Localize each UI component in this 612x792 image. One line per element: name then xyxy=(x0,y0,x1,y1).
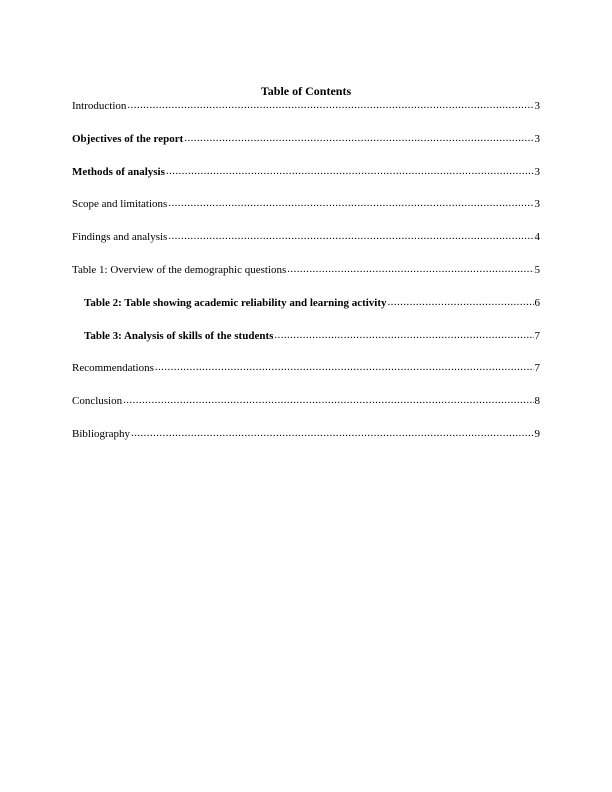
toc-entry-label: Table 2: Table showing academic reliability and learning activity xyxy=(84,296,387,309)
toc-entry[interactable] xyxy=(72,165,540,179)
toc-entry[interactable] xyxy=(72,263,540,277)
toc-dot-leader xyxy=(123,393,533,407)
toc-entry-page-number: 7 xyxy=(534,329,540,342)
toc-entry-page-number: 3 xyxy=(534,132,540,145)
toc-dot-leader xyxy=(184,131,533,145)
toc-entry-page-number: 9 xyxy=(534,427,540,440)
toc-entry-label: Introduction xyxy=(72,100,127,112)
toc-entry-page-number: 4 xyxy=(534,231,540,244)
toc-entry-page-number: 6 xyxy=(534,296,540,309)
toc-dot-leader xyxy=(287,262,533,276)
toc-dot-leader xyxy=(127,98,533,112)
toc-entry-label: Objectives of the report xyxy=(72,132,184,145)
toc-entry-label: Scope and limitations xyxy=(72,198,168,211)
toc-entry-label: Conclusion xyxy=(72,395,123,408)
toc-entry-label: Table 3: Analysis of skills of the students xyxy=(84,329,274,342)
toc-entry[interactable] xyxy=(72,329,540,343)
toc-dot-leader xyxy=(168,229,533,243)
toc-entry-page-number: 8 xyxy=(534,395,540,408)
toc-dot-leader xyxy=(168,196,533,210)
toc-entry-label: Bibliography xyxy=(72,427,131,440)
toc-entry[interactable] xyxy=(72,394,540,408)
toc-entry[interactable] xyxy=(72,197,540,211)
toc-entry-page-number: 7 xyxy=(534,362,540,375)
toc-entry-label: Recommendations xyxy=(72,362,154,375)
toc-entry-page-number: 5 xyxy=(534,263,540,276)
toc-entry[interactable] xyxy=(72,296,540,310)
toc-entry-page-number: 3 xyxy=(534,198,540,211)
toc-entry-label: Table 1: Overview of the demographic questions xyxy=(72,263,287,276)
toc-entry-page-number: 3 xyxy=(534,165,540,178)
toc-title: Table of Contents xyxy=(260,84,352,98)
toc-list xyxy=(72,99,540,460)
toc-entry-label: Findings and analysis xyxy=(72,231,168,244)
toc-entry-page-number: 3 xyxy=(534,100,540,112)
toc-dot-leader xyxy=(274,328,533,342)
toc-entry-label: Methods of analysis xyxy=(72,165,165,178)
toc-dot-leader xyxy=(155,360,534,374)
toc-entry[interactable] xyxy=(72,99,540,113)
toc-entry[interactable] xyxy=(72,230,540,244)
toc-entry[interactable] xyxy=(72,427,540,441)
toc-dot-leader xyxy=(166,164,534,178)
toc-dot-leader xyxy=(388,295,534,309)
toc-entry[interactable] xyxy=(72,361,540,375)
toc-entry[interactable] xyxy=(72,132,540,146)
toc-dot-leader xyxy=(131,426,533,440)
